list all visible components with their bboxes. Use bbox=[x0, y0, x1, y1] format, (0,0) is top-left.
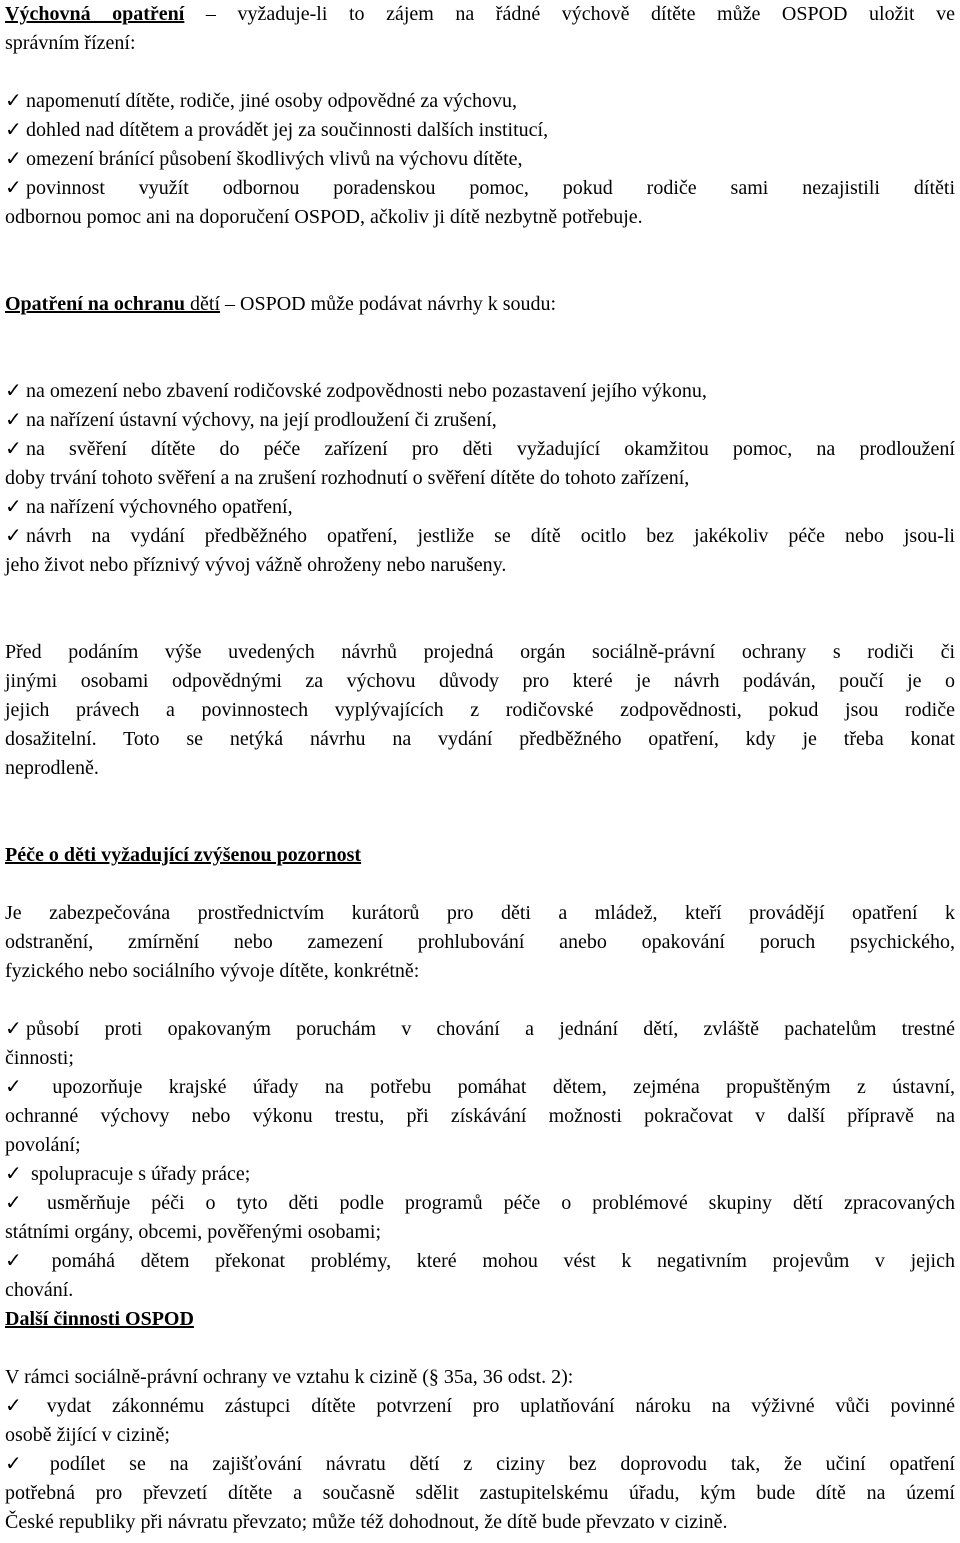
checklist-item-continuation: státními orgány, obcemi, pověřenými osobami; bbox=[5, 1221, 382, 1243]
checklist-item: ✓ upozorňuje krajské úřady na potřebu pomáhat dětem, zejména propuštěným z ústavní, bbox=[5, 1073, 955, 1102]
checkmark-icon: ✓ bbox=[5, 1395, 22, 1417]
checklist-item-continuation: doby trvání tohoto svěření a na zrušení rozhodnutí o svěření dítěte do tohoto zařízení, bbox=[5, 467, 690, 489]
paragraph-line: odstranění, zmírnění nebo zamezení prohlubování anebo opakování poruch psychického, bbox=[5, 931, 955, 953]
checklist-item: ✓ napomenutí dítěte, rodiče, jiné osoby odpovědné za výchovu, bbox=[5, 87, 955, 116]
checklist-item-continuation: ochranné výchovy nebo výkonu trestu, při získávání možnosti pokračovat v další přípravě na bbox=[5, 1105, 955, 1127]
paragraph-line: fyzického nebo sociálního vývoje dítěte, konkrétně: bbox=[5, 960, 420, 982]
checkmark-icon: ✓ bbox=[5, 1018, 22, 1040]
paragraph-line: Je zabezpečována prostřednictvím kurátorů pro děti a mládež, kteří provádějí opatření k bbox=[5, 902, 955, 924]
checklist-item: ✓ povinnost využít odbornou poradenskou pomoc, pokud rodiče sami nezajistili dítěti bbox=[5, 174, 955, 203]
checklist-item-continuation: jeho život nebo příznivý vývoj vážně ohroženy nebo narušeny. bbox=[5, 554, 507, 576]
paragraph-line: V rámci sociálně-právní ochrany ve vztahu k cizině (§ 35a, 36 odst. 2): bbox=[5, 1366, 574, 1388]
checkmark-icon: ✓ bbox=[5, 148, 22, 170]
section-heading-dalsi: Další činnosti OSPOD bbox=[5, 1308, 194, 1330]
checkmark-icon: ✓ bbox=[5, 438, 22, 460]
paragraph-line: Před podáním výše uvedených návrhů projedná orgán sociálně-právní ochrany s rodiči či bbox=[5, 641, 955, 663]
checkmark-icon: ✓ bbox=[5, 90, 22, 112]
checkmark-icon: ✓ bbox=[5, 409, 22, 431]
checklist-item: ✓ působí proti opakovaným poruchám v chování a jednání dětí, zvláště pachatelům trestné bbox=[5, 1015, 955, 1044]
checkmark-icon: ✓ bbox=[5, 380, 22, 402]
vychovna-intro-line: Výchovná opatření – vyžaduje-li to zájem na řádné výchově dítěte může OSPOD uložit ve bbox=[5, 3, 955, 25]
checklist-item: ✓ dohled nad dítětem a provádět jej za součinnosti dalších institucí, bbox=[5, 116, 955, 145]
checkmark-icon: ✓ bbox=[5, 525, 22, 547]
paragraph-line: dosažitelní. Toto se netýká návrhu na vydání předběžného opatření, kdy je třeba konat bbox=[5, 728, 955, 750]
paragraph-line: neprodleně. bbox=[5, 757, 99, 779]
checklist-item: ✓ na omezení nebo zbavení rodičovské zodpovědnosti nebo pozastavení jejího výkonu, bbox=[5, 377, 955, 406]
checklist-item: ✓ omezení bránící působení škodlivých vlivů na výchovu dítěte, bbox=[5, 145, 955, 174]
checkmark-icon: ✓ bbox=[5, 119, 22, 141]
checklist-item: ✓ usměrňuje péči o tyto děti podle programů péče o problémové skupiny dětí zpracovaných bbox=[5, 1189, 955, 1218]
ochrana-intro-line: Opatření na ochranu dětí – OSPOD může podávat návrhy k soudu: bbox=[5, 293, 557, 315]
checklist-item-continuation: povolání; bbox=[5, 1134, 81, 1156]
checklist-item: ✓ spolupracuje s úřady práce; bbox=[5, 1160, 955, 1189]
checklist-item: ✓ podílet se na zajišťování návratu dětí z ciziny bez doprovodu tak, že učiní opatření bbox=[5, 1450, 955, 1479]
checklist-item: ✓ vydat zákonnému zástupci dítěte potvrzení pro uplatňování nároku na výživné vůči povinné bbox=[5, 1392, 955, 1421]
paragraph-line: jejich právech a povinnostech vyplývajících z rodičovské zodpovědnosti, pokud jsou rodiče bbox=[5, 699, 955, 721]
checkmark-icon: ✓ bbox=[5, 496, 22, 518]
checkmark-icon: ✓ bbox=[5, 177, 22, 199]
checklist-item-continuation: odbornou pomoc ani na doporučení OSPOD, ačkoliv ji dítě nezbytně potřebuje. bbox=[5, 206, 643, 228]
checklist-item: ✓ na svěření dítěte do péče zařízení pro děti vyžadující okamžitou pomoc, na prodloužení bbox=[5, 435, 955, 464]
paragraph-line: jinými osobami odpovědnými za výchovu důvody pro které je návrh podáván, poučí je o bbox=[5, 670, 955, 692]
checklist-item-continuation: činnosti; bbox=[5, 1047, 74, 1069]
checklist-item-continuation: chování. bbox=[5, 1279, 74, 1301]
checklist-item: ✓ návrh na vydání předběžného opatření, jestliže se dítě ocitlo bez jakékoliv péče nebo jsou-li bbox=[5, 522, 955, 551]
checkmark-icon: ✓ bbox=[5, 1076, 22, 1098]
checklist-item: ✓ na nařízení ústavní výchovy, na její prodloužení či zrušení, bbox=[5, 406, 955, 435]
checkmark-icon: ✓ bbox=[5, 1192, 22, 1214]
checkmark-icon: ✓ bbox=[5, 1453, 22, 1475]
checklist-item: ✓ pomáhá dětem překonat problémy, které mohou vést k negativním projevům v jejich bbox=[5, 1247, 955, 1276]
checkmark-icon: ✓ bbox=[5, 1163, 22, 1185]
checklist-item-continuation: České republiky při návratu převzato; může též dohodnout, že dítě bude převzato v cizině. bbox=[5, 1511, 728, 1533]
checklist-item: ✓ na nařízení výchovného opatření, bbox=[5, 493, 955, 522]
checklist-item-continuation: osobě žijící v cizině; bbox=[5, 1424, 170, 1446]
vychovna-intro-line-2: správním řízení: bbox=[5, 32, 136, 54]
section-heading-vychovna: Výchovná opatření bbox=[5, 3, 185, 25]
checkmark-icon: ✓ bbox=[5, 1250, 22, 1272]
section-heading-ochrana: Opatření na ochranu dětí bbox=[5, 293, 221, 315]
checklist-item-continuation: potřebná pro převzetí dítěte a současně sdělit zastupitelskému úřadu, kým bude dítě na území bbox=[5, 1482, 955, 1504]
section-heading-pece: Péče o děti vyžadující zvýšenou pozornost bbox=[5, 844, 362, 866]
